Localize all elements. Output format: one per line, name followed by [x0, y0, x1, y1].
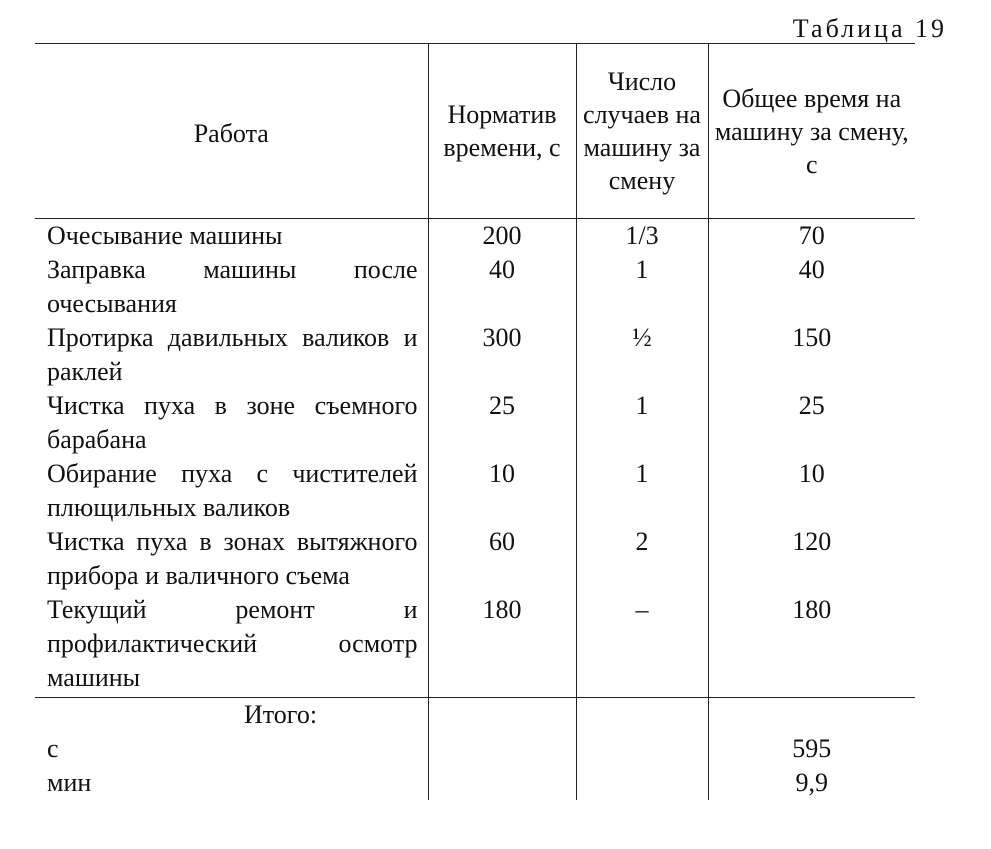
totals-unit-seconds: с: [47, 734, 59, 763]
totals-unit-minutes: мин: [47, 768, 92, 797]
cell-work: Заправка машины после очесывания: [35, 253, 428, 321]
cell-norm: 10: [428, 457, 576, 525]
cell-cases: 1: [576, 389, 708, 457]
header-work: Работа: [35, 44, 428, 219]
totals-norm-empty: [428, 698, 576, 801]
cell-total: 180: [708, 593, 915, 698]
cell-norm: 40: [428, 253, 576, 321]
table-row: [35, 593, 915, 698]
totals-values: [708, 698, 915, 801]
cell-work: Чистка пуха в зоне съемного барабана: [35, 389, 428, 457]
totals-cases-empty: [576, 698, 708, 801]
cell-work: Очесывание машины: [35, 219, 428, 254]
table-header-row: [35, 44, 915, 219]
cell-total: 40: [708, 253, 915, 321]
cell-cases: 1: [576, 253, 708, 321]
cell-cases: 1/3: [576, 219, 708, 254]
table-row: [35, 457, 915, 525]
totals-labels: [35, 698, 428, 801]
cell-cases: ½: [576, 321, 708, 389]
table-row: [35, 219, 915, 254]
cell-cases: 2: [576, 525, 708, 593]
cell-cases: –: [576, 593, 708, 698]
table-row: [35, 389, 915, 457]
cell-work: Протирка давильных валиков и раклей: [35, 321, 428, 389]
cell-norm: 60: [428, 525, 576, 593]
cell-total: 10: [708, 457, 915, 525]
table-caption: Таблица 19: [792, 14, 947, 43]
cell-total: 120: [708, 525, 915, 593]
table-row: [35, 525, 915, 593]
cell-total: 70: [708, 219, 915, 254]
cell-cases: 1: [576, 457, 708, 525]
cell-work: Чистка пуха в зонах вытяжного прибора и валичного съема: [35, 525, 428, 593]
cell-norm: 300: [428, 321, 576, 389]
header-norm: Норматив времени, с: [428, 44, 576, 219]
cell-work: Текущий ремонт и профилактический осмотр машины: [35, 593, 428, 698]
cell-total: 150: [708, 321, 915, 389]
cell-total: 25: [708, 389, 915, 457]
totals-row: [35, 698, 915, 801]
totals-label: Итого:: [244, 700, 318, 729]
work-norms-table: [35, 43, 915, 800]
table-row: [35, 253, 915, 321]
table-row: [35, 321, 915, 389]
header-cases: Число случаев на машину за смену: [576, 44, 708, 219]
cell-norm: 200: [428, 219, 576, 254]
totals-value-seconds: 595: [792, 734, 832, 763]
totals-value-minutes: 9,9: [795, 768, 828, 797]
cell-norm: 180: [428, 593, 576, 698]
header-total-time: Общее время на машину за смену, с: [708, 44, 915, 219]
cell-work: Обирание пуха с чистителей плющильных валиков: [35, 457, 428, 525]
cell-norm: 25: [428, 389, 576, 457]
